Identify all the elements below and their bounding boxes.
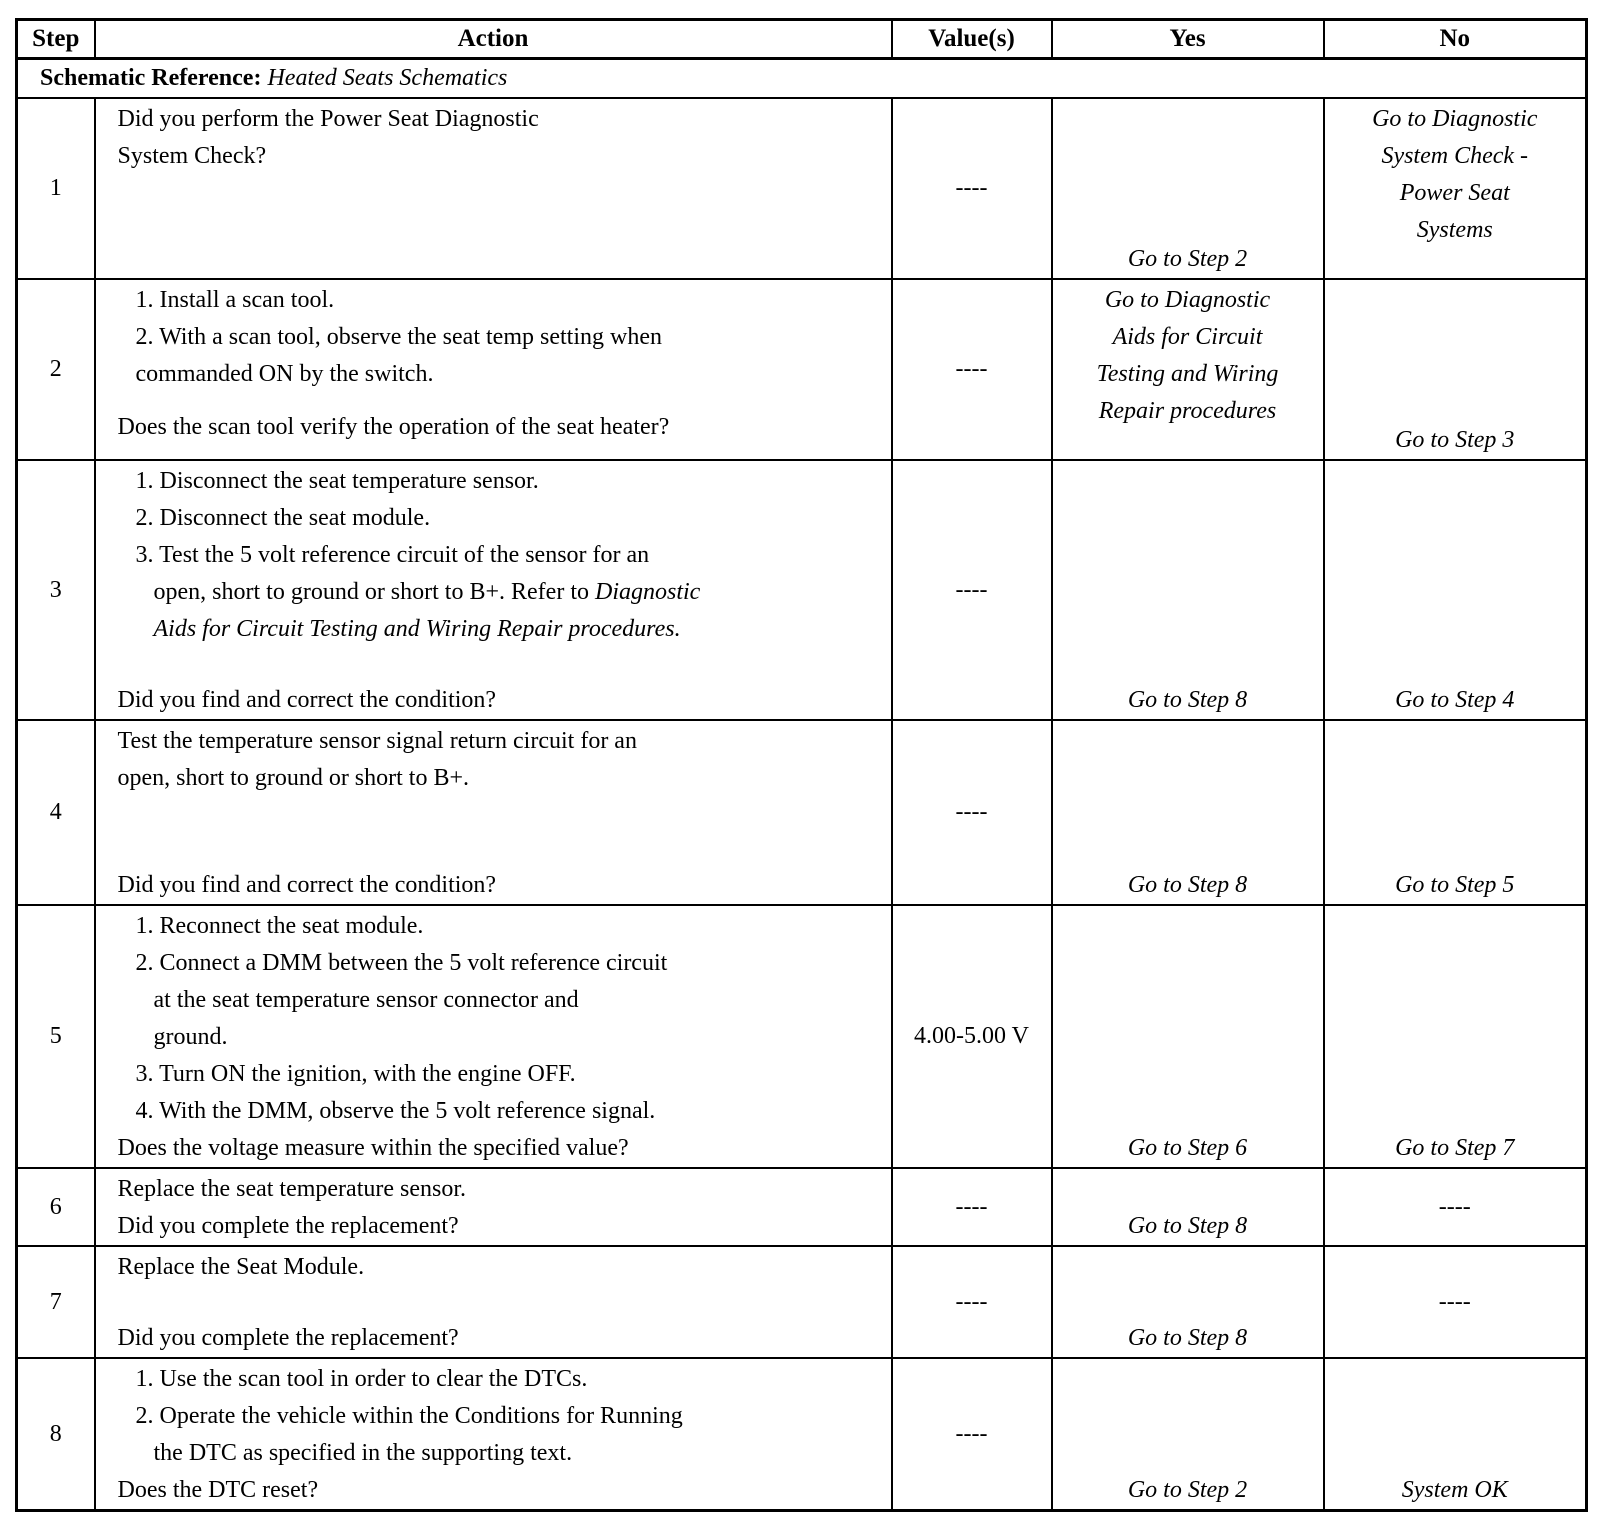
action-cell bbox=[95, 1358, 892, 1511]
table-row bbox=[17, 720, 1587, 905]
yes-cell bbox=[1052, 98, 1324, 279]
action-line: ground. bbox=[153, 1024, 228, 1050]
yes-link[interactable]: Go to Step 6 bbox=[1127, 1135, 1248, 1161]
step-number: 2 bbox=[17, 279, 95, 460]
yes-cell bbox=[1052, 905, 1324, 1168]
table-row bbox=[17, 905, 1587, 1168]
yes-cell bbox=[1052, 460, 1324, 720]
table-row bbox=[17, 1168, 1587, 1246]
reference-link[interactable]: Diagnostic bbox=[594, 579, 701, 605]
yes-link-line: Aids for Circuit bbox=[1112, 324, 1263, 350]
action-cell bbox=[95, 1168, 892, 1246]
value-cell: ---- bbox=[892, 1246, 1052, 1358]
step-number: 3 bbox=[17, 460, 95, 720]
header-yes: Yes bbox=[1052, 20, 1324, 59]
value-cell: ---- bbox=[892, 1168, 1052, 1246]
no-link[interactable]: Go to Step 7 bbox=[1395, 1135, 1515, 1161]
action-line: 1. Install a scan tool. bbox=[135, 287, 335, 313]
yes-cell bbox=[1052, 1358, 1324, 1511]
header-action: Action bbox=[95, 20, 892, 59]
no-link[interactable]: Go to Step 3 bbox=[1395, 427, 1515, 453]
value-cell: ---- bbox=[892, 1358, 1052, 1511]
no-link-line: System Check - bbox=[1381, 143, 1529, 169]
yes-cell bbox=[1052, 720, 1324, 905]
action-question: Did you find and correct the condition? bbox=[117, 872, 497, 898]
yes-link[interactable]: Go to Step 8 bbox=[1127, 1325, 1248, 1351]
step-number: 4 bbox=[17, 720, 95, 905]
value-cell: ---- bbox=[892, 720, 1052, 905]
action-cell bbox=[95, 1246, 892, 1358]
action-cell bbox=[95, 720, 892, 905]
table-row bbox=[17, 1246, 1587, 1358]
table-row bbox=[17, 98, 1587, 279]
action-line: 1. Reconnect the seat module. bbox=[135, 913, 424, 939]
action-question: Did you find and correct the condition? bbox=[117, 687, 497, 713]
action-question: Did you complete the replacement? bbox=[117, 1325, 459, 1351]
table-row bbox=[17, 279, 1587, 460]
yes-link[interactable] bbox=[1053, 280, 1323, 430]
action-line bbox=[118, 574, 881, 611]
schematic-row bbox=[17, 59, 1587, 99]
action-line: System Check? bbox=[117, 143, 267, 169]
action-line: Test the temperature sensor signal return circuit for an bbox=[117, 728, 637, 754]
value-cell: ---- bbox=[892, 98, 1052, 279]
yes-link-line: Repair procedures bbox=[1098, 398, 1277, 424]
no-link-line: Systems bbox=[1416, 217, 1493, 243]
action-line: Did you perform the Power Seat Diagnostic bbox=[117, 106, 539, 132]
yes-link[interactable]: Go to Step 2 bbox=[1127, 1477, 1248, 1503]
table-row bbox=[17, 1358, 1587, 1511]
action-question: Does the scan tool verify the operation of the seat heater? bbox=[117, 414, 670, 440]
yes-link[interactable]: Go to Step 8 bbox=[1127, 687, 1248, 713]
no-cell bbox=[1324, 720, 1587, 905]
action-line: Replace the seat temperature sensor. bbox=[117, 1176, 467, 1202]
header-no: No bbox=[1324, 20, 1587, 59]
no-cell bbox=[1324, 1358, 1587, 1511]
value-cell: ---- bbox=[892, 279, 1052, 460]
yes-cell bbox=[1052, 279, 1324, 460]
no-link[interactable] bbox=[1325, 99, 1586, 249]
no-link[interactable]: System OK bbox=[1401, 1477, 1508, 1503]
no-link-line: Go to Diagnostic bbox=[1372, 106, 1538, 132]
table-row bbox=[17, 460, 1587, 720]
action-line: 1. Disconnect the seat temperature sensor. bbox=[135, 468, 539, 494]
no-link-line: Power Seat bbox=[1399, 180, 1510, 206]
yes-link[interactable]: Go to Step 8 bbox=[1127, 1213, 1248, 1239]
no-cell bbox=[1324, 279, 1587, 460]
yes-link-line: Testing and Wiring bbox=[1096, 361, 1279, 387]
action-line: 2. Disconnect the seat module. bbox=[135, 505, 431, 531]
step-number: 7 bbox=[17, 1246, 95, 1358]
action-cell bbox=[95, 460, 892, 720]
action-line: 2. Operate the vehicle within the Conditions for Running bbox=[135, 1403, 683, 1429]
action-line: 4. With the DMM, observe the 5 volt reference signal. bbox=[135, 1098, 656, 1124]
no-link[interactable]: Go to Step 4 bbox=[1395, 687, 1515, 713]
yes-link[interactable]: Go to Step 8 bbox=[1127, 872, 1248, 898]
action-line: 2. With a scan tool, observe the seat temp setting when bbox=[135, 324, 662, 350]
no-cell: ---- bbox=[1324, 1246, 1587, 1358]
action-line: Replace the Seat Module. bbox=[117, 1254, 365, 1280]
step-number: 1 bbox=[17, 98, 95, 279]
step-number: 8 bbox=[17, 1358, 95, 1511]
no-cell bbox=[1324, 905, 1587, 1168]
action-question: Does the DTC reset? bbox=[117, 1477, 319, 1503]
action-question: Does the voltage measure within the specified value? bbox=[117, 1135, 629, 1161]
action-line: at the seat temperature sensor connector and bbox=[153, 987, 579, 1013]
action-cell bbox=[95, 279, 892, 460]
action-cell bbox=[95, 98, 892, 279]
action-line: the DTC as specified in the supporting text. bbox=[153, 1440, 573, 1466]
action-text: open, short to ground or short to B+. Refer to bbox=[153, 579, 589, 605]
yes-link[interactable]: Go to Step 2 bbox=[1127, 246, 1248, 272]
yes-cell bbox=[1052, 1246, 1324, 1358]
yes-link-line: Go to Diagnostic bbox=[1104, 287, 1271, 313]
no-cell bbox=[1324, 460, 1587, 720]
action-line: 3. Test the 5 volt reference circuit of the sensor for an bbox=[135, 542, 650, 568]
value-cell: ---- bbox=[892, 460, 1052, 720]
schematic-link[interactable]: Heated Seats Schematics bbox=[267, 65, 508, 91]
reference-link[interactable]: Aids for Circuit Testing and Wiring Repair procedures. bbox=[153, 616, 681, 642]
action-line: 3. Turn ON the ignition, with the engine OFF. bbox=[135, 1061, 576, 1087]
no-link[interactable]: Go to Step 5 bbox=[1395, 872, 1515, 898]
action-line: 1. Use the scan tool in order to clear the DTCs. bbox=[135, 1366, 588, 1392]
no-cell bbox=[1324, 98, 1587, 279]
value-cell: 4.00-5.00 V bbox=[892, 905, 1052, 1168]
step-number: 5 bbox=[17, 905, 95, 1168]
step-number: 6 bbox=[17, 1168, 95, 1246]
action-line: open, short to ground or short to B+. bbox=[117, 765, 470, 791]
header-step: Step bbox=[17, 20, 95, 59]
action-line: commanded ON by the switch. bbox=[135, 361, 434, 387]
action-cell bbox=[95, 905, 892, 1168]
header-row bbox=[17, 20, 1587, 59]
no-cell: ---- bbox=[1324, 1168, 1587, 1246]
action-question: Did you complete the replacement? bbox=[117, 1213, 459, 1239]
yes-cell bbox=[1052, 1168, 1324, 1246]
diagnostic-table bbox=[15, 18, 1588, 1512]
header-values: Value(s) bbox=[892, 20, 1052, 59]
schematic-label: Schematic Reference: bbox=[40, 65, 262, 91]
action-line: 2. Connect a DMM between the 5 volt reference circuit bbox=[135, 950, 668, 976]
